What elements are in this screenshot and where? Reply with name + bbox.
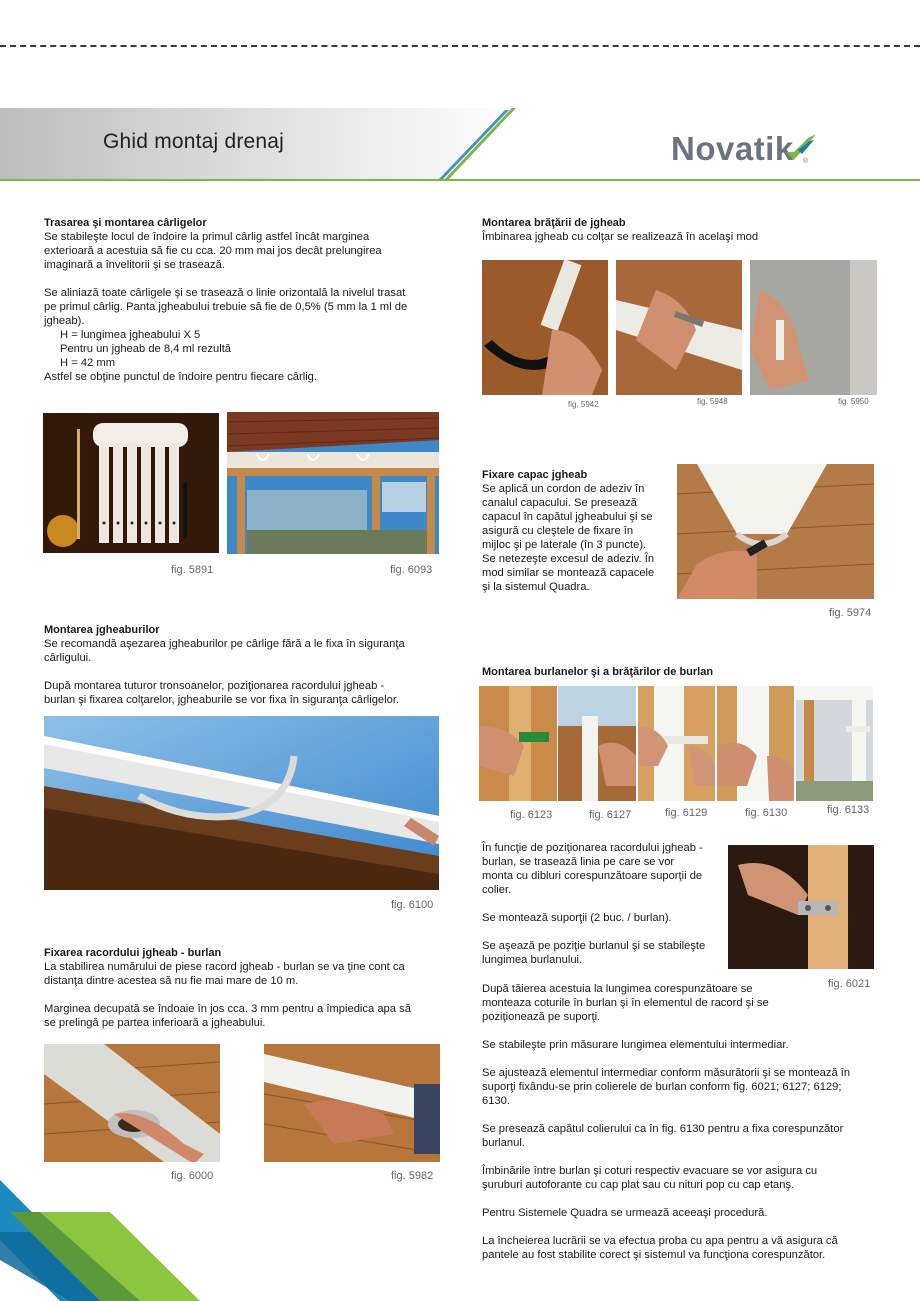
logo-swoosh-icon <box>784 132 818 162</box>
page-title: Ghid montaj drenaj <box>103 130 285 153</box>
photo-collar-pipe <box>638 686 715 801</box>
photo-gutter-hook <box>44 716 439 890</box>
photo-bracket-drill <box>479 686 557 801</box>
photo-bracket-clip <box>616 260 742 395</box>
fig-caption: fig. 5942 <box>568 400 599 409</box>
section-jgheaburi: Montarea jgheaburilor Se recomandă aşezarea jgheaburilor pe cârlige fără a le fixa în siguranţa cârligului. După montarea tuturor tronsoanelor, poziţionarea racordului jgheab - burlan şi fixarea colţarelor, jgheaburile se vor fixa în siguranţa cârligelor. <box>44 623 444 707</box>
photo-adhesive-bracket <box>482 260 608 395</box>
fig-caption: fig. 6127 <box>589 809 632 821</box>
section-burlane-intro: În funcţie de poziţionarea racordului jgheab - burlan, se trasează linia pe care se vor monta cu dibluri corespunzătoare suporţii de colier. Se montează suporţii (2 buc. / burlan). Se aşează pe poziţie burlanul şi se stabileşte lungimea burlanului. <box>482 842 706 966</box>
section-heading: Trasarea şi montarea cârligelor <box>44 217 207 229</box>
corner-decoration <box>0 1170 220 1301</box>
fig-caption: fig. 6129 <box>665 807 708 819</box>
fig-caption: fig. 6123 <box>510 809 553 821</box>
section-bratari: Montarea brăţării de jgheab Îmbinarea jgheab cu colţar se realizează în acelaşi mod <box>482 216 882 244</box>
section-heading: Fixare capac jgheab <box>482 469 588 481</box>
fig-caption: fig. 6093 <box>390 564 433 576</box>
fig-caption: fig. 5891 <box>171 564 214 576</box>
registered-mark: ® <box>803 158 809 165</box>
section-racord: Fixarea racordului jgheab - burlan La stabilirea numărului de piese racord jgheab - burlan se va ţine cont ca distanţa dintre acestea să nu fie mai mare de 10 m. Marginea decupată se îndoaie în jos cca. 3 mm pentru a împiedica apa să se prelingă pe partea inferioară a jgheabului. <box>44 946 444 1030</box>
section-trasarea: Trasarea şi montarea cârligelor Se stabileşte locul de îndoire la primul cârlig astfel încât marginea exterioară a acestuia să fie cu cca. 20 mm mai jos decât prelungirea imaginară a învelitorii şi se trasează. Se aliniază toate cârligele şi se trasează o linie orizontală la nivelul trasat pe primul cârlig. Panta jgheabului trebuie să fie de 0,5% (5 mm la 1 ml de jgheab). H = lungimea jgheabului X 5 Pentru un jgheab de 8,4 ml rezultă H = 42 mm Astfel se obţine punctul de îndoire pentru fiecare cârlig. <box>44 216 444 384</box>
fig-caption: fig. 6133 <box>827 804 870 816</box>
fig-caption: fig. 5948 <box>697 397 728 406</box>
cut-line <box>0 45 920 47</box>
photo-end-cap <box>677 464 874 599</box>
formula-line: H = 42 mm <box>60 357 116 369</box>
brand-logo: Novatik <box>671 130 794 167</box>
fig-caption: fig. 5974 <box>829 607 872 619</box>
fig-caption: fig. 5950 <box>838 397 869 406</box>
fig-caption: fig. 6130 <box>745 807 788 819</box>
section-heading: Fixarea racordului jgheab - burlan <box>44 947 222 959</box>
fig-caption: fig. 6100 <box>391 899 434 911</box>
photo-downspout-finished <box>796 686 873 801</box>
photo-outlet-cut <box>44 1044 220 1162</box>
photo-elbow-fit <box>558 686 636 801</box>
section-heading: Montarea burlanelor şi a brăţărilor de burlan <box>482 666 714 678</box>
formula-line: H = lungimea jgheabului X 5 <box>60 329 201 341</box>
photo-support-mount <box>728 845 874 969</box>
section-capac: Fixare capac jgheab Se aplică un cordon de adeziv în canalul capacului. Se presează capacul în capătul jgheabului şi se asigură cu cleştele de fixare în mijloc şi pe laterale (în 3 puncte). Se netezeşte excesul de adeziv. În mod similar se montează capacele şi la sistemul Quadra. <box>482 468 672 594</box>
photo-roof-eave <box>227 412 439 554</box>
formula-line: Pentru un jgheab de 8,4 ml rezultă <box>60 343 232 355</box>
photo-edge-bend <box>264 1044 440 1162</box>
photo-collar-press <box>717 686 794 801</box>
fig-caption: fig. 6021 <box>828 978 871 990</box>
section-heading: Montarea brăţării de jgheab <box>482 217 626 229</box>
fig-caption: fig. 6000 <box>171 1170 214 1182</box>
section-burlane <box>482 665 882 679</box>
photo-bracket-press <box>750 260 877 395</box>
section-heading: Montarea jgheaburilor <box>44 624 160 636</box>
photo-hooks-aligned <box>43 413 219 553</box>
section-burlane-steps: După tăierea acestuia la lungimea corespunzătoare se monteaza coturile în burlan şi în elementul de racord şi se poziţionează pe suporţi. Se stabileşte prin măsurare lungimea elementului intermediar. Se ajustează elementul intermediar conform măsurătorii şi se montează în suporţi fixându-se prin colierele de burlan conform fig. 6021; 6127; 6129; 6130. Se presează capătul colierului ca în fig. 6130 pentru a fixa corespunzător burlanul. Îmbinările între burlan şi coturi respectiv evacuare se vor asigura cu şuruburi autoforante cu cap plat sau cu nituri pop cu cap etanş. Pentru Sistemele Quadra se urmează aceeaşi procedură. La încheierea lucrării se va efectua proba cu apa pentru a vă asigura că pantele au fost stabilite corect şi sistemul va funcţiona corespunzător. <box>482 983 851 1261</box>
fig-caption: fig. 5982 <box>391 1170 434 1182</box>
